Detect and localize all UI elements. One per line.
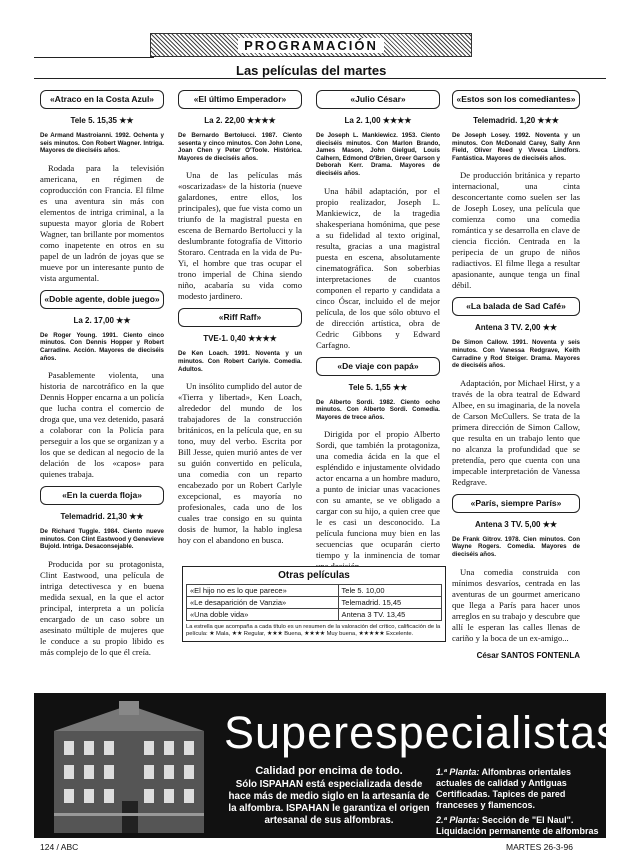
film-credits: De Joseph L. Mankiewicz. 1953. Ciento dieciséis minutos. Con Marlon Brando, James Mason, John Gielgud, Louis Calhern, Edmond O'Brien, Greer Garson y Deborah Kerr. Drama. Mayores de dieciséis años. — [316, 132, 440, 177]
film-review: Una comedia construida con mínimos desvaríos, centrada en las aventuras de un gourmet americano que llega a París para hacer unos arreglos en su trabajo y descubre que allí le esperan las calles llenas de cariño y la boca de un ex-amigo... — [452, 566, 580, 643]
film-credits: De Frank Gitrov. 1978. Cien minutos. Con Wayne Rogers. Comedia. Mayores de dieciséis años. — [452, 535, 580, 558]
section-band — [150, 33, 472, 57]
film-channel: Tele 5. 15,35 ★★ — [70, 116, 134, 125]
film-block — [316, 90, 440, 351]
film-review: Un insólito cumplido del autor de «Tierra y libertad», Ken Loach, alrededor del mundo de los trabajadores de la construcción británicos, en la película que, en su tono, muy del verbo. Escrita por Bill Jesse, quien murió antes de ver su guión convertido en película, una comedia con un reparto encabezado por un Robert Carlyle excepcional, es mayoría no profesionales, cada uno de los cuales trae consigo en su quinta dosis de humor, la hablo inglesa hoy con el abandono en busca. — [178, 381, 302, 546]
column-3 — [316, 90, 440, 578]
ad-floors — [436, 767, 606, 848]
other-films-title: Otras películas — [278, 570, 350, 581]
film-block — [178, 90, 302, 302]
ad-floor-1-label: 1.ª Planta: — [436, 767, 480, 777]
film-cell: «Le desaparición de Vanzia» — [187, 597, 339, 609]
film-review: Dirigida por el propio Alberto Sordi, que también la protagoniza, una comedia ácida en la que el espléndido e injustamente olvidado actor encarna a un hombre maduro, a punto de iniciar unas vacaciones con su amante, se ve obligado a cargar con su hijo, a quien cree que le es casi un desconocido. La película funciona muy bien en las secuencias que ocuparán cierto tiempo y la inminencia de tomar — [316, 429, 440, 561]
film-title: «De viaje con papá» — [316, 357, 440, 376]
film-review: Una de las películas más «oscarizadas» de la historia (nueve galardones, entre ellos, los principales), que fue vista como un triunfo de la magistral puesta en escena de Bernardo Bertolucci y la deslumbrante fotografía de Vittorio Storaro. Centrada en la vida de Pu-Yi, el hombre que tras ocupar el trono imperial de China siendo niño, acabaría su vida como modesto jardinero. — [178, 170, 302, 302]
column-2 — [178, 90, 302, 552]
top-rule-left — [34, 57, 154, 58]
film-channel: Antena 3 TV. 2,00 ★★ — [474, 323, 558, 333]
film-review: Producida por su protagonista, Clint Eastwood, una película de intriga detectivesca y en buena medida sexual, en la que el actor principal, interpreta a un policía encargado de un caso sobre un asesinato múltiple de mujeres que le conduce a su propio libido es más complejo de lo que él creía. — [40, 558, 164, 657]
film-channel: TVE-1. 0,40 ★★★★ — [203, 334, 277, 344]
channel-cell: Telemadrid. 15,45 — [338, 597, 441, 609]
film-block — [40, 486, 164, 658]
rating-note: La estrella que acompaña a cada título es un resumen de la valoración del crítico, calificación de la película: ★ Mala, ★★ Regular, ★★★ Buena, ★★★★ Muy buena, ★★★★★ Excelente. — [186, 624, 441, 637]
ad-floor-2-text: Sección de "El Naul". Liquidación permanente de alfombras de Persia, Asia Menor. — [436, 815, 599, 847]
film-channel: Telemadrid. 1,20 ★★★ — [473, 116, 559, 125]
film-block — [40, 90, 164, 284]
film-credits: De Armand Mastroianni. 1992. Ochenta y seis minutos. Con Robert Wagner. Intriga. Mayores de dieciséis años. — [40, 132, 164, 155]
other-films-box — [182, 566, 446, 642]
film-title: «La balada de Sad Café» — [452, 297, 580, 316]
page-heading: Las películas del martes — [236, 63, 387, 78]
channel-cell: Antena 3 TV. 13,45 — [338, 609, 441, 621]
film-title: «Julio César» — [316, 90, 440, 109]
ad-title: Superespecialistas — [224, 707, 620, 758]
column-4 — [452, 90, 580, 661]
film-credits: De Richard Tuggle. 1984. Ciento nueve minutos. Con Clint Eastwood y Genevieve Bujold. Intriga. Desaconsejable. — [40, 528, 164, 551]
channel-cell: Tele 5. 10,00 — [338, 585, 441, 597]
film-block — [178, 308, 302, 546]
film-block — [316, 357, 440, 573]
film-channel: Tele 5. 1,55 ★★ — [348, 382, 408, 392]
film-cell: «El hijo no es lo que parece» — [187, 585, 339, 597]
table-row — [187, 609, 442, 621]
film-title: «El último Emperador» — [178, 90, 302, 109]
film-credits: De Ken Loach. 1991. Noventa y un minutos. Con Robert Carlyle. Comedia. Adultos. — [178, 350, 302, 373]
film-review: Pasablemente violenta, una historia de narcotráfico en la que Dennis Hopper encarna a un policía que lucha contra el comercio de droga que, una vez detenido, pasará a colaborar con la Policía para perseguir a los que se organizan y a los que se dedican al negocio de la delación de los «capos» para quienes trabaja. — [40, 370, 164, 480]
film-block — [452, 494, 580, 644]
film-title: «Riff Raff» — [178, 308, 302, 327]
film-block — [452, 90, 580, 291]
film-channel: La 2. 22,00 ★★★★ — [204, 116, 276, 125]
film-credits: De Roger Young. 1991. Ciento cinco minutos. Con Dennis Hopper y Robert Carradine. Acción. Mayores de dieciséis años. — [40, 331, 164, 362]
issue-date: MARTES 26-3-96 — [506, 842, 573, 852]
film-credits: De Joseph Losey. 1992. Noventa y un minutos. Con McDonald Carey, Sally Ann Field, Oliver Reed y Viveca Lindfors. Fantástica. Mayores de dieciséis años. — [452, 132, 580, 162]
ad-body — [224, 765, 434, 827]
ad-lead: Calidad por encima de todo. — [255, 765, 403, 777]
ad-floor-1-text: Alfombras orientales actuales de calidad y Antiguas Certificadas. Tapices de pared franceses y flamencos. — [436, 767, 572, 810]
film-title: «Doble agente, doble juego» — [40, 290, 164, 309]
page-number: 124 / ABC — [40, 842, 79, 852]
film-review: Una hábil adaptación, por el propio realizador, Joseph L. Mankiewicz, de la tragedia shakesperiana homónima, que pese a su fidelidad al texto original, resulta, gracias a una magistral puesta en escena, absolutamente cinematográfica. Son soberbias interpretaciones de cuantos componen el reparto y candidata a cinco Óscar, incluido el de mejor película, de los que sólo obtuvo el de dirección artística, obra de Cedric Gibbons y Edward Carfagno. — [316, 185, 440, 350]
film-review: De producción británica y reparto internacional, una cinta desconcertante como suelen ser las de Joseph Losey, una película que comienza como una comedia romántica y se desarrolla en clave de ciencia ficción. Centrada en la peripecia de un grupo de niños radiactivos. El filme llega a resultar apasionante, aunque tenga un final débil. — [452, 170, 580, 291]
film-title: «Atraco en la Costa Azul» — [40, 90, 164, 109]
film-channel: Telemadrid. 21,30 ★★ — [60, 512, 144, 522]
film-title: «París, siempre París» — [452, 494, 580, 513]
ad-floor-2-label: 2.ª Planta: — [436, 815, 480, 825]
heading-rule — [34, 78, 606, 79]
section-band-label: PROGRAMACIÓN — [238, 38, 384, 53]
film-cell: «Una doble vida» — [187, 609, 339, 621]
film-channel: La 2. 1,00 ★★★★ — [344, 116, 412, 125]
film-credits: De Bernardo Bertolucci. 1987. Ciento sesenta y cinco minutos. Con John Lone, Joan Chen y Peter O'Toole. Histórica. Mayores de dieciséis años. — [178, 132, 302, 162]
ad-floor-1 — [436, 767, 606, 811]
film-credits: De Simon Callow. 1991. Noventa y seis minutos. Con Vanessa Redgrave, Keith Carradine y Rod Steiger. Drama. Mayores de dieciséis años. — [452, 339, 580, 370]
column-1 — [40, 90, 164, 664]
film-review: Rodada para la televisión americana, en régimen de coproducción con Francia. El filme es una aventura sin más con elementos de intriga criminal, a la supuesta mayor gloria de Robert Wagner, tan brillante por momentos como inapetente en otros en su papel de un ladrón de joyas que se mueve por un interesante punto de vista argumental. — [40, 162, 164, 283]
film-credits: De Alberto Sordi. 1982. Ciento ocho minutos. Con Alberto Sordi. Comedia. Mayores de trece años. — [316, 398, 440, 421]
table-row — [187, 585, 442, 597]
film-channel: La 2. 17,00 ★★ — [73, 315, 131, 325]
film-title: «En la cuerda floja» — [40, 486, 164, 505]
building-illustration — [44, 701, 214, 833]
film-block — [452, 297, 580, 487]
film-review: Adaptación, por Michael Hirst, y a través de la obra teatral de Edward Albee, en su imaginaria, de la novela de Carson McCullers. Se trata de la primera dirección de Simon Callow, que resulta en un trabajo lento que no alcanza la profundidad que se pretendía, pero que cuenta con una impecable interpretación de Vanessa Redgrave. — [452, 377, 580, 487]
film-channel: Antena 3 TV. 5,00 ★★ — [474, 519, 558, 529]
film-block — [40, 290, 164, 480]
ad-text: Sólo ISPAHAN está especializada desde hace más de medio siglo en la artesanía de la alfombra. ISPAHAN le garantiza el origen artesanal de sus alfombras. — [228, 779, 430, 826]
other-films-table — [186, 584, 442, 621]
author-signature: César SANTOS FONTENLA — [476, 650, 580, 660]
table-row — [187, 597, 442, 609]
film-title: «Estos son los comediantes» — [452, 90, 580, 109]
